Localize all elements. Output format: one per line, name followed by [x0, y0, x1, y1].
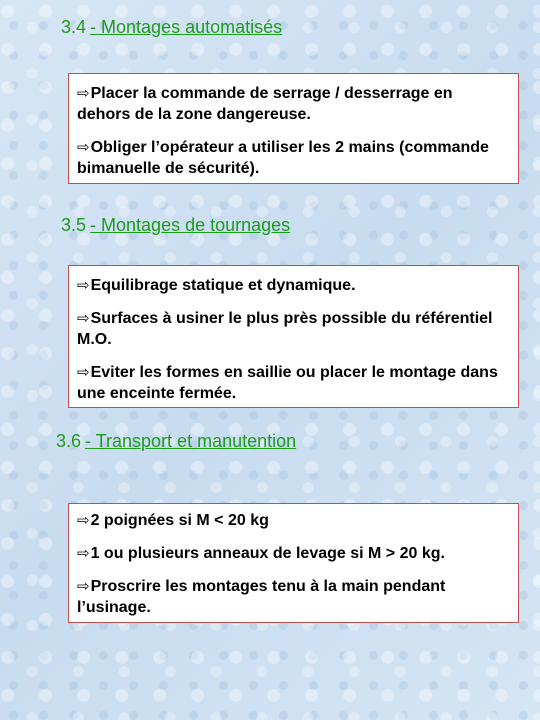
list-item: [77, 83, 510, 125]
arrow-outline-icon: ⇨: [77, 545, 90, 562]
section-heading-3-4: [61, 17, 282, 38]
arrow-outline-icon: ⇨: [77, 310, 90, 327]
section-box-3-5: [68, 265, 519, 408]
arrow-outline-icon: ⇨: [77, 139, 90, 156]
list-item: [77, 543, 510, 564]
section-heading-3-6: [56, 431, 296, 452]
section-heading-3-5: [61, 215, 290, 236]
section-number: 3.4: [61, 17, 87, 37]
list-item-text: 2 poignées si M < 20 kg: [90, 512, 269, 529]
arrow-outline-icon: ⇨: [77, 512, 90, 529]
list-item: [77, 362, 510, 404]
arrow-outline-icon: ⇨: [77, 578, 90, 595]
section-number: 3.5: [61, 215, 87, 235]
section-box-3-4: [68, 73, 519, 184]
list-item: [77, 137, 510, 179]
list-item: [77, 275, 510, 296]
list-item-text: Placer la commande de serrage / desserrage en dehors de la zone dangereuse.: [77, 85, 453, 123]
list-item-text: Eviter les formes en saillie ou placer le montage dans une enceinte fermée.: [77, 364, 498, 402]
list-item-text: Equilibrage statique et dynamique.: [90, 277, 356, 294]
arrow-outline-icon: ⇨: [77, 277, 90, 294]
section-title: - Transport et manutention: [85, 431, 297, 451]
list-item: [77, 308, 510, 350]
section-title: - Montages automatisés: [90, 17, 283, 37]
list-item: [77, 576, 510, 618]
list-item-text: 1 ou plusieurs anneaux de levage si M > 20 kg.: [90, 545, 445, 562]
arrow-outline-icon: ⇨: [77, 85, 90, 102]
list-item: [77, 510, 510, 531]
list-item-text: Obliger l’opérateur a utiliser les 2 mains (commande bimanuelle de sécurité).: [77, 139, 489, 177]
arrow-outline-icon: ⇨: [77, 364, 90, 381]
section-box-3-6: [68, 503, 519, 623]
section-title: - Montages de tournages: [90, 215, 291, 235]
list-item-text: Proscrire les montages tenu à la main pendant l’usinage.: [77, 578, 446, 616]
section-number: 3.6: [56, 431, 82, 451]
list-item-text: Surfaces à usiner le plus près possible du référentiel M.O.: [77, 310, 493, 348]
